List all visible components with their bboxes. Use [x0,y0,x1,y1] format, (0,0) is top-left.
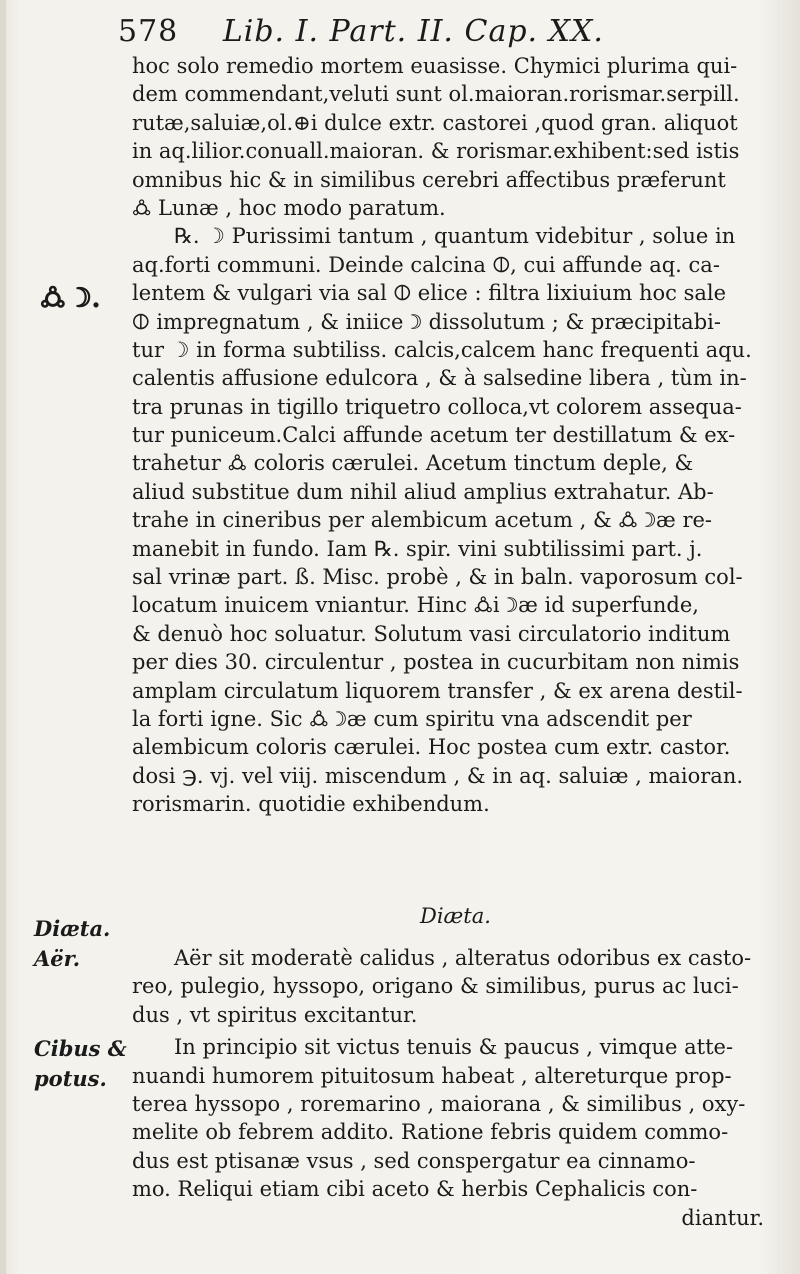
text-line: melite ob febrem addito. Ratione febris quidem commo- [132,1120,729,1145]
margin-note-cibus: Cibus & [34,1036,127,1061]
margin-note-diaeta: Diæta. [34,916,111,941]
text-line: hoc solo remedio mortem euasisse. Chymici plurima qui- [132,54,738,78]
running-title: Lib. I. Part. II. Cap. XX. [222,14,604,49]
text-line: in aq.lilior.conuall.maioran. & rorismar.exhibent:sed istis [132,139,740,164]
margin-note-aer: Aër. [34,946,81,971]
text-line: nuandi humorem pituitosum habeat , altereturque prop- [132,1063,732,1088]
text-line: mo. Reliqui etiam cibi aceto & herbis Cephalicis con- [132,1177,698,1202]
text-line: amplam circulatum liquorem transfer , & ex arena destil- [132,678,743,703]
text-line: manebit in fundo. Iam ℞. spir. vini subtilissimi part. j. [132,536,703,561]
text-line: ℞. ☽ Purissimi tantum , quantum videbitur , solue in [174,224,736,249]
text-line: rorismarin. quotidie exhibendum. [132,792,490,817]
page-number: 578 [118,14,179,49]
text-line: Aër sit moderatè calidus , alteratus odoribus ex casto- [174,946,752,970]
text-line: trahe in cineribus per alembicum acetum , & 🜛 ☽æ re- [132,508,713,533]
text-line: dus est ptisanæ vsus , sed conspergatur ea cinnamo- [132,1148,696,1173]
text-line: aliud substitue dum nihil aliud amplius extrahatur. Ab- [132,479,714,504]
text-line: per dies 30. circulentur , postea in cucurbitam non nimis [132,650,740,675]
text-line: la forti igne. Sic 🜛 ☽æ cum spiritu vna adscendit per [132,706,692,731]
running-header [118,14,718,54]
text-line: reo, pulegio, hyssopo, origano & similibus, purus ac luci- [132,974,739,999]
text-line: locatum inuicem vniantur. Hinc 🜛i ☽æ id superfunde, [132,593,699,618]
text-line: tur ☽ in forma subtiliss. calcis,calcem hanc frequenti aqu. [132,337,752,362]
margin-note-symbol: 🜛 ☽. [40,281,101,314]
section-heading-diaeta: Diæta. [420,904,491,928]
text-line: diantur. [681,1205,764,1230]
text-line: tur puniceum.Calci affunde acetum ter destillatum & ex- [132,423,736,448]
text-line: omnibus hic & in similibus cerebri affectibus præferunt [132,167,726,192]
text-line: rutæ,saluiæ,ol.⊕i dulce extr. castorei ,quod gran. aliquot [132,110,738,135]
text-line: dus , vt spiritus excitantur. [132,1002,418,1027]
text-line: & denuò hoc soluatur. Solutum vasi circulatorio inditum [132,621,731,646]
text-line: terea hyssopo , roremarino , maiorana , & similibus , oxy- [132,1091,746,1116]
text-line: sal vrinæ part. ß. Misc. probè , & in baln. vaporosum col- [132,565,743,590]
text-line: 🜛 Lunæ , hoc modo paratum. [132,195,446,220]
page-gutter-shadow [0,0,6,1274]
text-line: In principio sit victus tenuis & paucus , vimque atte- [174,1035,734,1060]
text-line: alembicum coloris cærulei. Hoc postea cum extr. castor. [132,735,731,760]
text-line: 🜕 impregnatum , & iniice ☽ dissolutum ; & præcipitabi- [132,309,721,334]
paragraph-4-cibus [132,1033,764,1232]
text-line: calentis affusione edulcora , & à salsedine libera , tùm in- [132,366,747,391]
text-line: trahetur 🜛 coloris cærulei. Acetum tinctum deple, & [132,451,694,476]
margin-note-potus: potus. [34,1066,107,1091]
text-line: aq.forti communi. Deinde calcina 🜕, cui affunde aq. ca- [132,252,720,277]
text-line: dosi ℈. vj. vel viij. miscendum , & in aq. saluiæ , maioran. [132,763,744,788]
text-line: dem commendant,veluti sunt ol.maioran.rorismar.serpill. [132,82,740,107]
text-line: tra prunas in tigillo triquetro colloca,vt colorem assequa- [132,394,742,419]
paragraph-1 [132,52,764,222]
diet-text-block [132,944,764,1232]
text-line: lentem & vulgari via sal 🜕 elice : filtra lixiuium hoc sale [132,281,727,306]
paragraph-2-recipe [132,222,764,818]
main-text-block [132,52,764,819]
paragraph-3-aer [132,944,764,1029]
